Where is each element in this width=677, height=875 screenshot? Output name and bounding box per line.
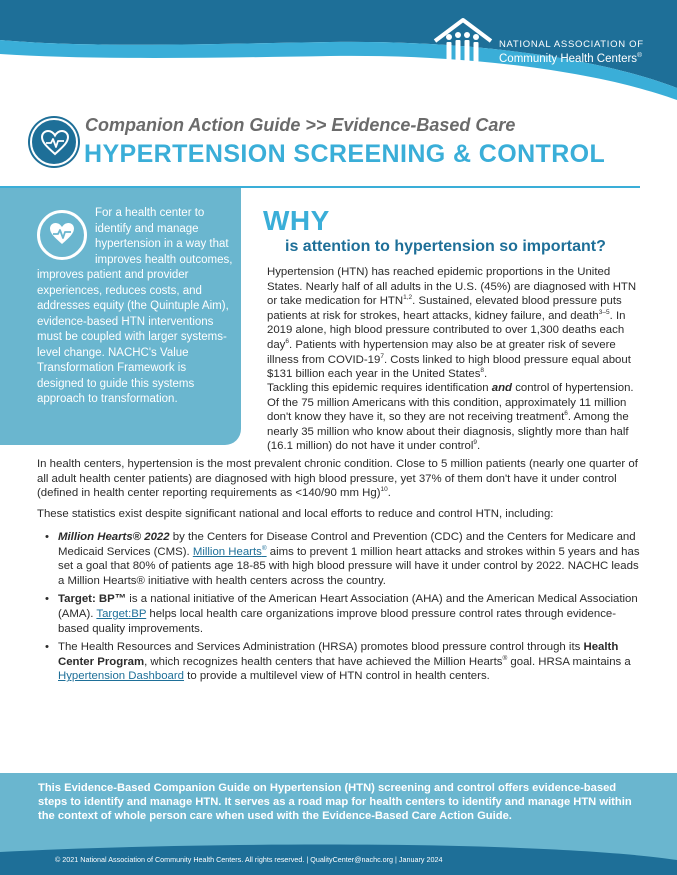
header-heart-badge [30,118,78,166]
hypertension-dashboard-link[interactable]: Hypertension Dashboard [58,670,185,683]
why-paragraph-1: Hypertension (HTN) has reached epidemic proportions in the United States. Nearly half of all adults in the U.S. (45%) are diagnosed with HTN or take medication for HTN$^{1,2}$. Sustained, elevated blood pressure puts patients at risk for strokes, heart attacks, kidney failure, and death$^{3-5}$. In 2019 alone, high blood pressure contributed to over 1,300 deaths each day$^6$. Patients with hypertension may also be at greater risk of severe illness from COVID-$19^7$. Costs linked to high blood pressure equal about $131 billion each year in the United States$^8$. [267,266,637,381]
bottom-summary: This Evidence-Based Companion Guide on Hypertension (HTN) screening and control offers evidence-based steps to identify and manage HTN. It serves as a road map for health centers to identify and manage HTN within the context of whole person care when used with the Evidence-Based Care Action Guide. [38,782,632,822]
why-heading: WHY [263,205,330,236]
list-item-hrsa: • The Health Resources and Services Administration (HRSA) promotes blood pressure control through its Health Center Program, which recognizes health centers that have achieved the Million Hearts® goal. HRSA maintains a Hypertension Dashboard to provide a multilevel view of HTN control in health centers. [45,640,645,684]
org-name-line2: Community Health Centers® [499,52,642,65]
nachc-logo [432,17,672,73]
heart-pulse-icon [41,130,69,156]
page-title: HYPERTENSION SCREENING & CONTROL [84,140,606,168]
sidebar-text: For a health center to identify and manage hypertension in a way that improves health outcomes, improves patient and provider experiences, reduces costs, and addresses equity (the Quintuple Aim), evidence-based HTN interventions must be coupled with larger systems-level change. NACHC's Value Transformation Framework is designed to guide this systems approach to transformation. [37,207,233,405]
footer-copyright: © 2021 National Association of Community Health Centers. All rights reserved. | QualityCenter@nachc.org | January 2024 [55,855,443,864]
nachc-logo-icon [432,17,494,67]
list-item-million-hearts: • Million Hearts® 2022 by the Centers for Disease Control and Prevention (CDC) and the Centers for Medicare and Medicaid Services (CMS). Million Hearts® aims to prevent 1 million heart attacks and strokes within 5 years and has set a goal that 80% of patients age 18-85 with high blood pressure will have it under control by 2022. NACHC leads a Million Hearts® initiative with health centers across the country. [45,530,645,588]
why-paragraph-2: Tackling this epidemic requires identification and control of hypertension. Of the 75 million Americans with this condition, approximately 11 million don't know they have it, so they are not receiving treatment$^6$. Among the nearly 35 million who know about their diagnosis, slightly more than half (16.1 million) do not have it under control$^9$. [267,382,634,453]
org-name-line1: NATIONAL ASSOCIATION OF [499,39,644,50]
efforts-intro: These statistics exist despite significant national and local efforts to reduce and control HTN, including: [37,508,554,520]
list-item-target-bp: • Target: BP™ is a national initiative of the American Heart Association (AHA) and the American Medical Association (AMA). Target:BP helps local health care organizations improve blood pressure control rates through evidence-based quality improvements. [45,592,645,636]
target-bp-link[interactable]: Target:BP [96,607,147,620]
million-hearts-link[interactable]: Million Hearts® [192,544,267,558]
health-center-paragraph: In health centers, hypertension is the most prevalent chronic condition. Close to 5 million patients (nearly one quarter of all adult health center patients) are diagnosed with high blood pressure, yet 37% of them don't have it under control (defined in health center reporting requirements as <140/90 mm Hg)$^{10}$. [37,458,638,500]
guide-subtitle: Companion Action Guide >> Evidence-Based Care [85,115,516,135]
why-subheading: is attention to hypertension so important? [285,238,606,255]
efforts-list [45,530,645,688]
